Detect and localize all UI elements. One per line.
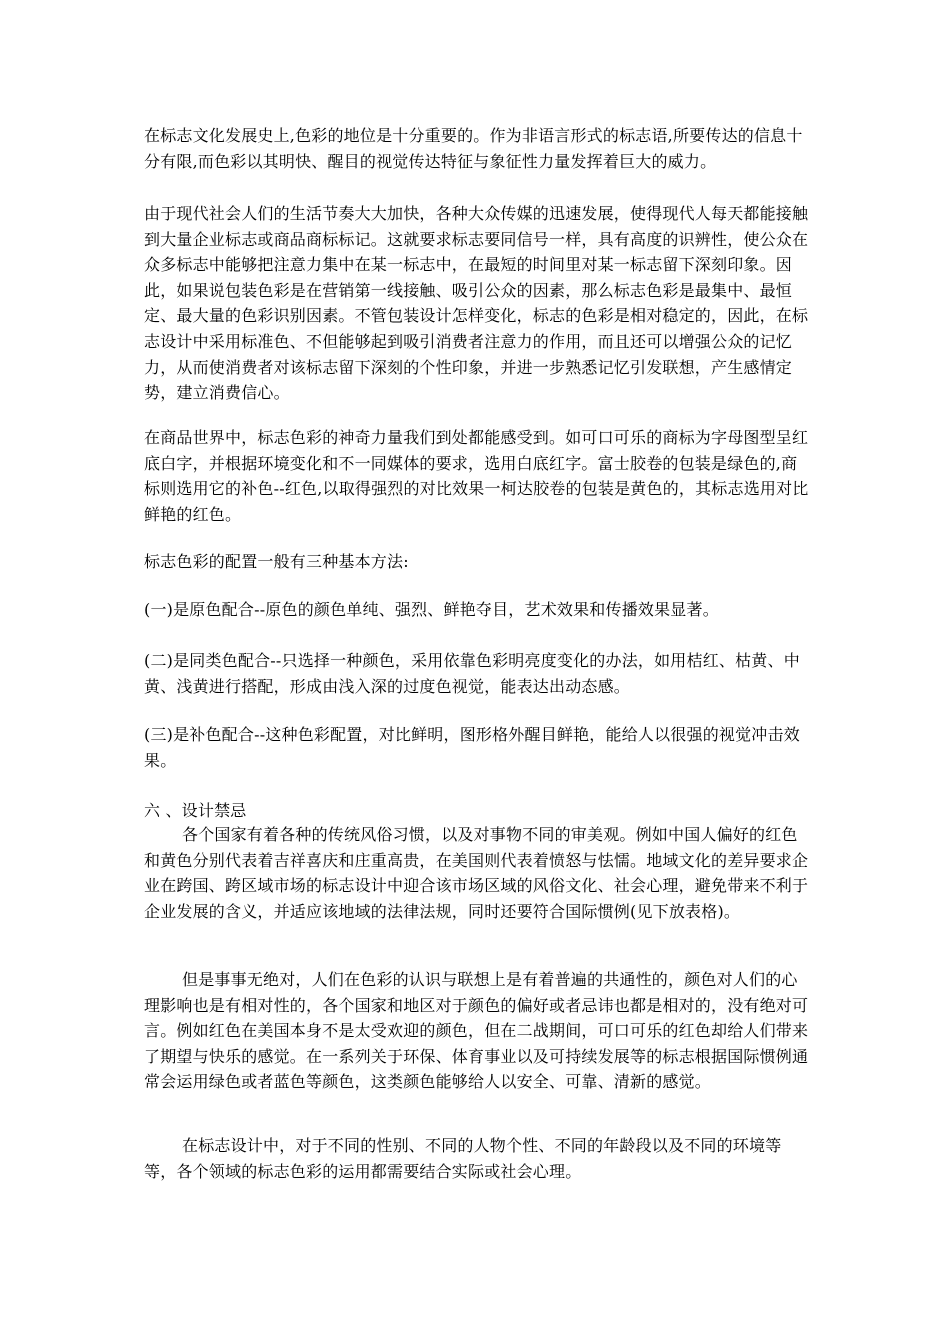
paragraph-modern-society: 由于现代社会人们的生活节奏大大加快，各种大众传媒的迅速发展，使得现代人每天都能接触到大量企业标志或商品商标标记。这就要求标志要同信号一样，具有高度的识辨性，使公众在众多标志中能够把注意力集中在某一标志中，在最短的时间里对某一标志留下深刻印象。因此，如果说包装色彩是在营销第一线接触、吸引公众的因素，那么标志色彩是最集中、最恒定、最大量的色彩识别因素。不管包装设计怎样变化，标志的色彩是相对稳定的，因此，在标志设计中采用标准色、不但能够起到吸引消费者注意力的作用，而且还可以增强公众的记忆力，从而使消费者对该标志留下深刻的个性印象，并进一步熟悉记忆引发联想，产生感情定势，建立消费信心。 [144,204,809,403]
paragraph-three-methods: 标志色彩的配置一般有三种基本方法: [144,552,409,571]
paragraph-design-context: 在标志设计中，对于不同的性别、不同的人物个性、不同的年龄段以及不同的环境等等，各个领域的标志色彩的运用都需要结合实际或社会心理。 [144,1136,782,1181]
paragraph-color-history: 在标志文化发展史上,色彩的地位是十分重要的。作为非语言形式的标志语,所要传达的信息十分有限,而色彩以其明快、醒目的视觉传达特征与象征性力量发挥着巨大的威力。 [144,126,803,171]
paragraph-customs: 各个国家有着各种的传统风俗习惯，以及对事物不同的审美观。例如中国人偏好的红色和黄色分别代表着吉祥喜庆和庄重高贵，在美国则代表着愤怒与怯懦。地域文化的差异要求企业在跨国、跨区域市场的标志设计中迎合该市场区域的风俗文化、社会心理，避免带来不利于企业发展的含义，并适应该地域的法律法规，同时还要符合国际惯例(见下放表格)。 [144,825,809,921]
paragraph-method-one: (一)是原色配合--原色的颜色单纯、强烈、鲜艳夺目，艺术效果和传播效果显著。 [144,600,719,619]
paragraph-commodity-world: 在商品世界中，标志色彩的神奇力量我们到处都能感受到。如可口可乐的商标为字母图型呈红底白字，并根据环境变化和不一同媒体的要求，选用白底红字。富士胶卷的包装是绿色的,商标则选用它的补色--红色,以取得强烈的对比效果一柯达胶卷的包装是黄色的，其标志选用对比鲜艳的红色。 [144,428,809,524]
section-heading-design-taboos: 六 、设计禁忌 [144,801,247,820]
paragraph-no-absolutes: 但是事事无绝对，人们在色彩的认识与联想上是有着普遍的共通性的，颜色对人们的心理影响也是有相对性的，各个国家和地区对于颜色的偏好或者忌讳也都是相对的，没有绝对可言。例如红色在美国本身不是太受欢迎的颜色，但在二战期间，可口可乐的红色却给人们带来了期望与快乐的感觉。在一系列关于环保、体育事业以及可持续发展等的标志根据国际惯例通常会运用绿色或者蓝色等颜色，这类颜色能够给人以安全、可靠、清新的感觉。 [144,970,809,1092]
paragraph-method-three: (三)是补色配合--这种色彩配置，对比鲜明，图形格外醒目鲜艳，能给人以很强的视觉冲击效果。 [144,725,800,770]
paragraph-method-two: (二)是同类色配合--只选择一种颜色，采用依靠色彩明亮度变化的办法，如用桔红、枯黄、中黄、浅黄进行搭配，形成由浅入深的过度色视觉，能表达出动态感。 [144,651,800,696]
